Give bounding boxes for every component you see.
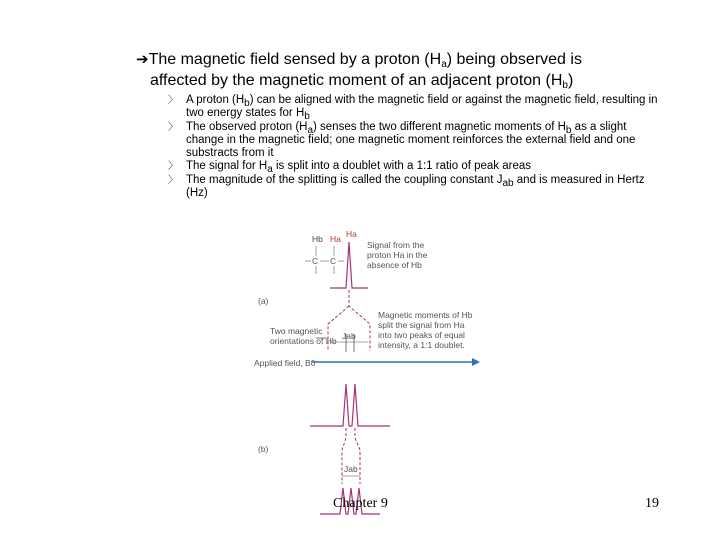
main-line2-rest: ) — [567, 72, 574, 89]
sub-bullet — [166, 160, 666, 176]
bullet-marker-icon: 〉 — [168, 121, 178, 133]
bullet-sub: b — [244, 98, 250, 109]
bullet-text: The observed proton (H — [186, 120, 308, 133]
arrowhead-icon — [472, 358, 480, 366]
signal-text-2: proton Ha in the — [367, 250, 428, 260]
bullet-text: The signal for H — [186, 160, 268, 173]
bullet-marker-icon: 〉 — [168, 161, 178, 173]
main-line2 — [136, 70, 696, 91]
main-bullet — [136, 49, 696, 91]
fig-carbon-right: C — [330, 256, 337, 266]
jab-label-a: Jab — [342, 331, 356, 341]
moment-text-1: Magnetic moments of Hb — [378, 310, 473, 320]
moment-text-4: intensity, a 1:1 doublet. — [378, 340, 465, 350]
sub-bullet — [166, 174, 666, 201]
bullet-sub2: b — [565, 124, 572, 136]
moment-text-2: split the signal from Ha — [378, 320, 465, 330]
bullet-text-end: as a slight change in the magnetic field; one magnetic moment reinforces the external field and one substracts from it — [186, 120, 636, 160]
main-line1-sub: a — [441, 59, 447, 70]
nmr-splitting-figure — [250, 226, 480, 516]
doublet-peaks — [310, 384, 390, 426]
fig-ha-label: Ha — [330, 234, 341, 244]
bullet-text: The magnitude of the splitting is called the coupling constant J — [186, 173, 503, 186]
jab-label-b: Jab — [344, 464, 358, 474]
main-line1-rest: ) being observed is — [446, 51, 582, 68]
fig-hb-label: Hb — [312, 234, 323, 244]
sub-bullet — [166, 94, 666, 121]
bullet-sub: a — [307, 124, 314, 136]
arrow-icon: ➔ — [136, 50, 149, 68]
orientation-text-1: Two magnetic — [270, 326, 323, 336]
split-lines-b — [342, 428, 360, 484]
footer-chapter: Chapter 9 — [333, 496, 388, 511]
bullet-text: A proton (H — [186, 94, 245, 106]
top-peak-label: Ha — [346, 229, 357, 239]
page-number: 19 — [645, 496, 659, 511]
orientation-text-2: orientations of Hb — [270, 336, 337, 346]
fig-carbon-left: C — [312, 256, 319, 266]
main-line1-text: The magnetic field sensed by a proton (H — [148, 51, 442, 68]
applied-field-label: Applied field, B0 — [254, 358, 316, 368]
bullet-marker-icon: 〉 — [168, 174, 178, 186]
signal-text-1: Signal from the — [367, 240, 425, 250]
moment-text-3: into two peaks of equal — [378, 330, 465, 340]
main-line2-text: affected by the magnetic moment of an adjacent proton (H — [150, 72, 563, 89]
bullet-text-rest: and is measured in Hertz (Hz) — [186, 173, 645, 200]
bullet-text-rest: ) senses the two different magnetic moments of H — [313, 120, 566, 133]
main-line2-sub: b — [562, 80, 568, 91]
signal-text-3: absence of Hb — [367, 260, 422, 270]
panel-a-label: (a) — [258, 296, 269, 306]
bullet-sub2: b — [304, 111, 310, 123]
sub-bullet — [166, 121, 666, 161]
bullet-text-rest: ) can be aligned with the magnetic field or against the magnetic field, resulting in two energy states for H — [186, 94, 658, 120]
bullet-marker-icon: 〉 — [168, 95, 178, 106]
panel-b-label: (b) — [258, 444, 269, 454]
bullet-sub: ab — [502, 177, 514, 189]
sub-bullet-list — [166, 94, 666, 200]
bullet-text-rest: is split into a doublet with a 1:1 ratio of peak areas — [272, 160, 532, 173]
bullet-sub: a — [267, 164, 273, 176]
